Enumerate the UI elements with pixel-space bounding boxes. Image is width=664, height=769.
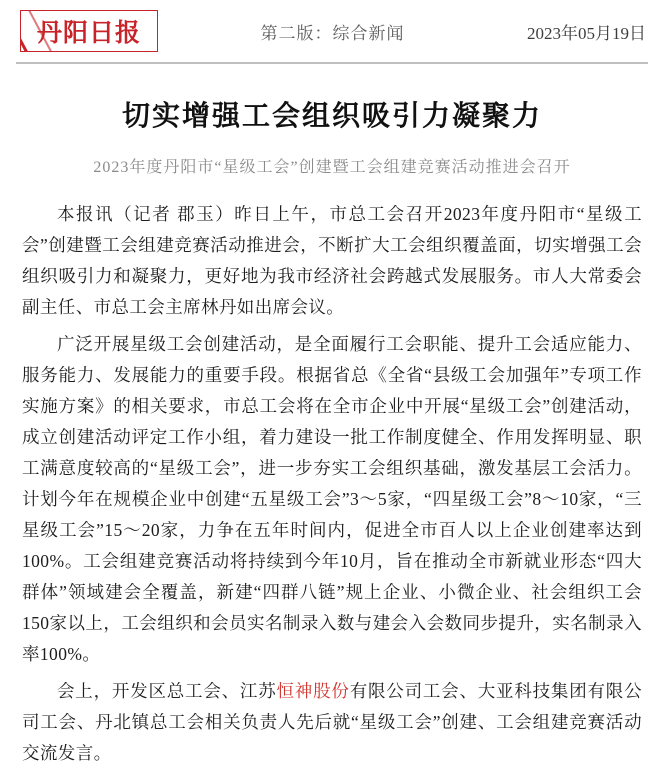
- edition-label: 第二版：综合新闻: [260, 23, 405, 43]
- paragraph-3-before: 会上，开发区总工会、江苏: [57, 681, 277, 701]
- paragraph-3: [22, 676, 642, 769]
- paragraph-1: 本报讯（记者 郡玉）昨日上午，市总工会召开2023年度丹阳市“星级工会”创建暨工会组建竞赛活动推进会，不断扩大工会组织覆盖面，切实增强工会组织吸引力和凝聚力，更好地为我市经济社会跨越式发展服务。市人大常委会副主任、市总工会主席林丹如出席会议。: [22, 204, 642, 317]
- publication-date: 2023年05月19日: [527, 23, 646, 43]
- header-divider: [16, 62, 648, 64]
- page-title: 切实增强工会组织吸引力凝聚力: [121, 99, 542, 132]
- subheadline: 2023年度丹阳市“星级工会”创建暨工会组建竞赛活动推进会召开: [93, 159, 571, 176]
- paragraph-2: 广泛开展星级工会创建活动，是全面履行工会职能、提升工会适应能力、服务能力、发展能力的重要手段。根据省总《全省“县级工会加强年”专项工作实施方案》的相关要求，市总工会将在全市企业中开展“星级工会”创建活动，成立创建活动评定工作小组，着力建设一批工作制度健全、作用发挥明显、职工满意度较高的“星级工会”，进一步夯实工会组织基础，激发基层工会活力。计划今年在规模企业中创建“五星级工会”3～5家，“四星级工会”8～10家，“三星级工会”15～20家，力争在五年时间内，促进全市百人以上企业创建率达到100%。工会组建竞赛活动将持续到今年10月，旨在推动全市新就业形态“四大群体”领域建会全覆盖，新建“四群八链”规上企业、小微企业、社会组织工会150家以上，工会组织和会员实名制录入数与建会入会数同步提升，实名制录入率100%。: [22, 334, 642, 664]
- masthead: [0, 0, 664, 62]
- newspaper-logo: [20, 10, 158, 52]
- logo-text: 丹阳日报: [36, 18, 141, 47]
- logo-stroke-icon: [20, 10, 37, 52]
- company-highlight: 恒神股份: [276, 681, 350, 701]
- article-body: [22, 199, 642, 769]
- paragraph-3-after: 有限公司工会、大亚科技集团有限公司工会、丹北镇总工会相关负责人先后就“星级工会”创建、工会组建竞赛活动交流发言。: [22, 681, 642, 763]
